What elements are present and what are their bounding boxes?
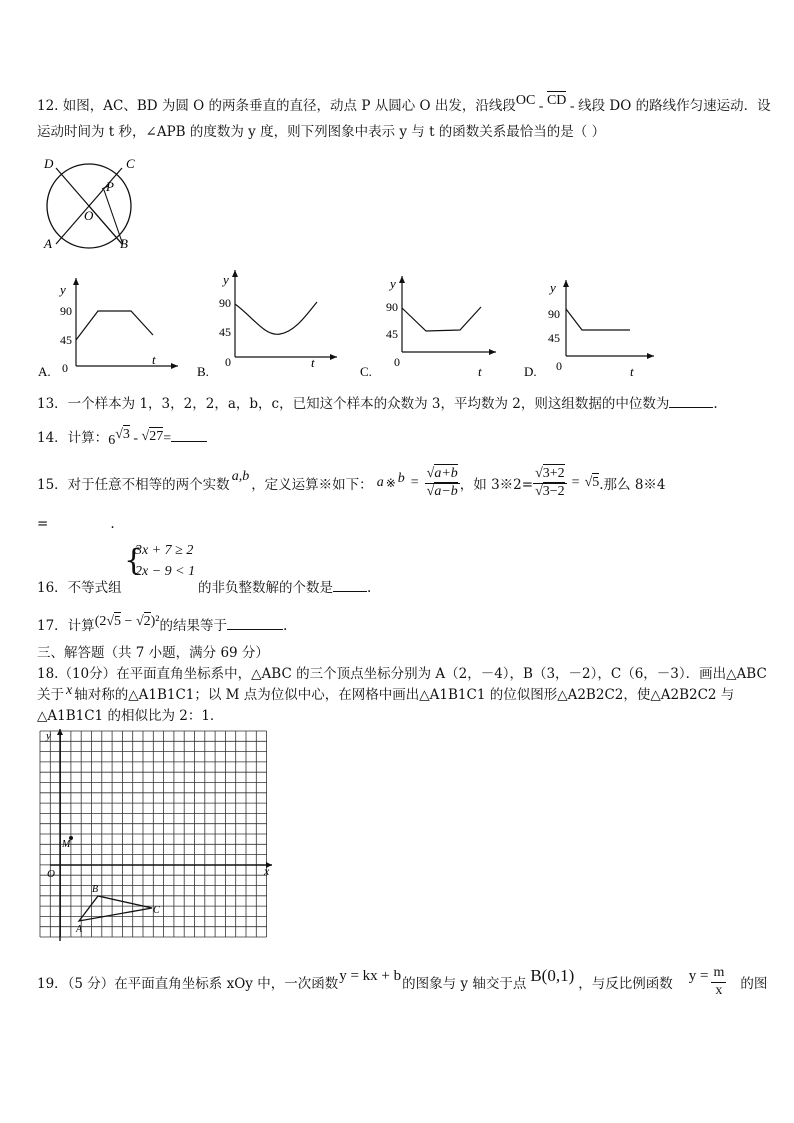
- option-c-y-arrow: [399, 276, 405, 283]
- q15-text-d: .那么 8※4: [599, 477, 666, 493]
- q17-text-b: 的结果等于: [159, 618, 227, 634]
- q19-text-c: ，与反比例函数: [578, 976, 673, 992]
- option-a-tick-45: 45: [60, 333, 72, 347]
- q14-answer-blank[interactable]: [171, 441, 207, 442]
- q17-line: 17．计算(2√5 − √2)²的结果等于 .: [37, 614, 288, 634]
- option-c-origin: 0: [394, 355, 400, 369]
- option-a-ylabel: y: [60, 282, 66, 297]
- q19-func2-num: m: [711, 965, 726, 982]
- label-c: C: [126, 156, 135, 171]
- q18-line2-x: x: [66, 683, 73, 698]
- q19-func2-den: x: [715, 982, 723, 998]
- option-d-origin: 0: [556, 359, 562, 373]
- option-b-origin: 0: [225, 355, 231, 369]
- option-a-tlabel: t: [152, 352, 156, 367]
- q18-line3: △A1B1C1 的相似比为 2：1．: [37, 708, 224, 724]
- grid-label-c: C: [153, 905, 160, 916]
- q15-text-c: ，如 3※2=: [459, 477, 534, 493]
- q19-func2-lhs: y =: [688, 967, 709, 984]
- q16-ineq2: 2x − 9 < 1: [135, 564, 196, 579]
- q15-text-a: 15．对于任意不相等的两个实数: [37, 477, 230, 493]
- option-b-letter: B.: [197, 364, 209, 379]
- option-b-tlabel: t: [311, 355, 315, 370]
- option-b-tick-90: 90: [219, 296, 231, 310]
- q15-def-a: a: [376, 475, 384, 490]
- q16-brace: {: [124, 543, 144, 578]
- q19-text-d: 的图: [740, 976, 768, 992]
- q16-tail: .: [367, 580, 372, 596]
- q12-dash2: -: [569, 99, 575, 114]
- option-a-graph: [36, 268, 186, 380]
- label-o: O: [84, 208, 94, 223]
- q19-line: [37, 962, 767, 1002]
- q12-text-a: 12. 如图，AC、BD 为圆 O 的两条垂直的直径，动点 P 从圆心 O 出发，沿线段: [37, 98, 516, 114]
- option-d-tick-90: 90: [548, 307, 560, 321]
- triangle-abc: [79, 896, 152, 921]
- q15-line2-eq: =: [37, 516, 49, 532]
- option-c-tick-45: 45: [386, 327, 398, 341]
- option-c-curve: [402, 307, 481, 331]
- q19-text-a: 19．（5 分）在平面直角坐标系 xOy 中，一次函数: [37, 976, 339, 992]
- q14-minus: -: [133, 431, 139, 446]
- grid-label-a: A: [76, 924, 83, 935]
- option-b-graph: [195, 262, 345, 380]
- q14-eq: =: [163, 431, 172, 446]
- grid-label-m: M: [62, 839, 71, 850]
- q15-line2: [37, 516, 115, 532]
- q16-answer-blank[interactable]: [333, 591, 367, 592]
- q17-answer-blank[interactable]: [227, 629, 283, 630]
- q15-ex-eq: =: [571, 475, 580, 490]
- q14-radicand-2: 27: [149, 429, 164, 444]
- grid-label-y: y: [46, 730, 51, 742]
- q12-seg-oc: OC: [515, 93, 536, 108]
- q16-line-tail: [198, 576, 371, 596]
- option-d-tlabel: t: [630, 364, 634, 379]
- q13-line: [37, 392, 718, 412]
- q15-ex-num: 3+2: [542, 466, 565, 482]
- option-b-y-arrow: [232, 270, 238, 277]
- q18-line2-b: 轴对称的△A1B1C1；以 M 点为位似中心，在网格中画出△A1B1C1 的位似图形△A2B2C2，使△A2B2C2 与: [74, 687, 735, 703]
- option-d-ylabel: y: [550, 280, 556, 295]
- q12-line2: 运动时间为 t 秒，∠APB 的度数为 y 度，则下列图象中表示 y 与 t 的函数关系最恰当的是（ ）: [37, 124, 606, 140]
- q19-point: B(0,1): [530, 966, 575, 985]
- label-a: A: [44, 236, 52, 251]
- q17-radicand-1: 5: [114, 614, 122, 629]
- q15-def-eq: =: [410, 475, 419, 490]
- q13-answer-blank[interactable]: [669, 407, 713, 408]
- q12-dash1: -: [538, 99, 544, 114]
- q15-ex-fraction: $\frac{√3+2}{√3-2}$: [535, 466, 565, 499]
- option-c-letter: C.: [360, 364, 372, 379]
- q15-ex-res: 5: [592, 475, 600, 490]
- label-d: D: [44, 156, 54, 171]
- option-c-ylabel: y: [390, 276, 396, 291]
- q17-radicand-2: 2: [143, 614, 151, 629]
- option-b-curve: [235, 302, 317, 334]
- q15-def-num: a+b: [434, 466, 458, 482]
- option-a-letter: A.: [38, 364, 51, 379]
- option-c-tlabel: t: [478, 364, 482, 379]
- q18-line2-a: 关于: [37, 687, 64, 703]
- q19-func1: y = kx + b: [339, 967, 402, 984]
- q12-seg-cd: CD: [546, 93, 567, 108]
- q14-text: 14．计算：: [37, 430, 109, 446]
- q15-def-op: ※: [385, 476, 396, 490]
- q16-ineq1: 3x + 7 ≥ 2: [135, 543, 194, 558]
- q18-coordinate-grid: [36, 727, 276, 943]
- q15-line1: 15．对于任意不相等的两个实数 a,b ，定义运算※如下： a ※ b = $\frac{√a+b}{√a-b}$ ，如 3※2= $\frac{√3+2}{√3-2}$ = √5 .那么 8※4: [37, 466, 666, 499]
- grid-label-b: B: [92, 884, 99, 895]
- y-axis-arrow: [57, 729, 63, 735]
- label-p: P: [106, 179, 114, 194]
- segment-pb: [89, 206, 122, 244]
- q12-line1: [37, 94, 771, 115]
- q17-expr-b: −: [121, 614, 136, 629]
- q15-def-fraction: $\frac{√a+b}{√a-b}$: [426, 466, 458, 499]
- q18-line1: 18.（10分）在平面直角坐标系中，△ABC 的三个顶点坐标分别为 A（2，－4），B（3，－2），C（6，－3）．画出△ABC: [37, 666, 767, 682]
- q17-expr-a: (2: [94, 614, 107, 629]
- option-b-t-arrow: [330, 354, 337, 360]
- q19-func2-fraction: [711, 965, 726, 998]
- q15-text-b: ，定义运算※如下：: [251, 477, 373, 493]
- q19-text-b: 的图象与 y 轴交于点: [402, 976, 527, 992]
- grid-label-x: x: [264, 864, 270, 878]
- option-a-tick-90: 90: [60, 304, 72, 318]
- q15-line2-tail: .: [110, 516, 115, 532]
- option-d-t-arrow: [647, 353, 654, 359]
- q15-vars: a,b: [231, 469, 250, 484]
- q13-tail: .: [713, 396, 718, 412]
- option-d-letter: D.: [524, 364, 537, 379]
- q16-text-a: 16．不等式组: [37, 580, 122, 596]
- option-b-tick-45: 45: [219, 325, 231, 339]
- option-a-t-arrow: [171, 363, 178, 369]
- q15-ex-den: 3−2: [542, 483, 565, 499]
- q17-text-a: 17．计算: [37, 618, 95, 634]
- option-d-graph: [522, 272, 662, 380]
- option-c-graph: [358, 268, 508, 380]
- q12-text-b: 线段 DO 的路线作匀速运动．设: [578, 98, 771, 114]
- option-d-curve: [566, 309, 630, 330]
- grid-label-o: O: [47, 868, 55, 880]
- q13-text: 13．一个样本为 1，3，2，2，a，b，c，已知这个样本的众数为 3，平均数为 2，则这组数据的中位数为: [37, 396, 670, 412]
- q14-line: 14．计算：6√3 - √27=: [37, 426, 207, 447]
- option-d-y-arrow: [563, 280, 569, 287]
- option-b-ylabel: y: [223, 272, 229, 287]
- option-c-t-arrow: [489, 349, 496, 355]
- option-c-tick-90: 90: [386, 300, 398, 314]
- option-d-tick-45: 45: [548, 331, 560, 345]
- q14-radicand-1: 3: [122, 427, 130, 442]
- section-title: 三、解答题（共 7 小题，满分 69 分）: [37, 645, 269, 661]
- q12-circle-figure: [36, 152, 146, 252]
- option-a-origin: 0: [62, 361, 68, 375]
- q14-coef: 6: [108, 433, 116, 448]
- q17-expr-c: )²: [150, 614, 160, 629]
- q18-line2: [37, 683, 734, 704]
- q15-def-b: b: [397, 471, 405, 486]
- label-b: B: [120, 236, 128, 251]
- q16-text-b: 的非负整数解的个数是: [198, 580, 333, 596]
- q15-def-den: a−b: [434, 483, 458, 499]
- q17-tail: .: [283, 618, 288, 634]
- option-a-y-arrow: [73, 278, 79, 285]
- option-a-curve: [76, 311, 153, 340]
